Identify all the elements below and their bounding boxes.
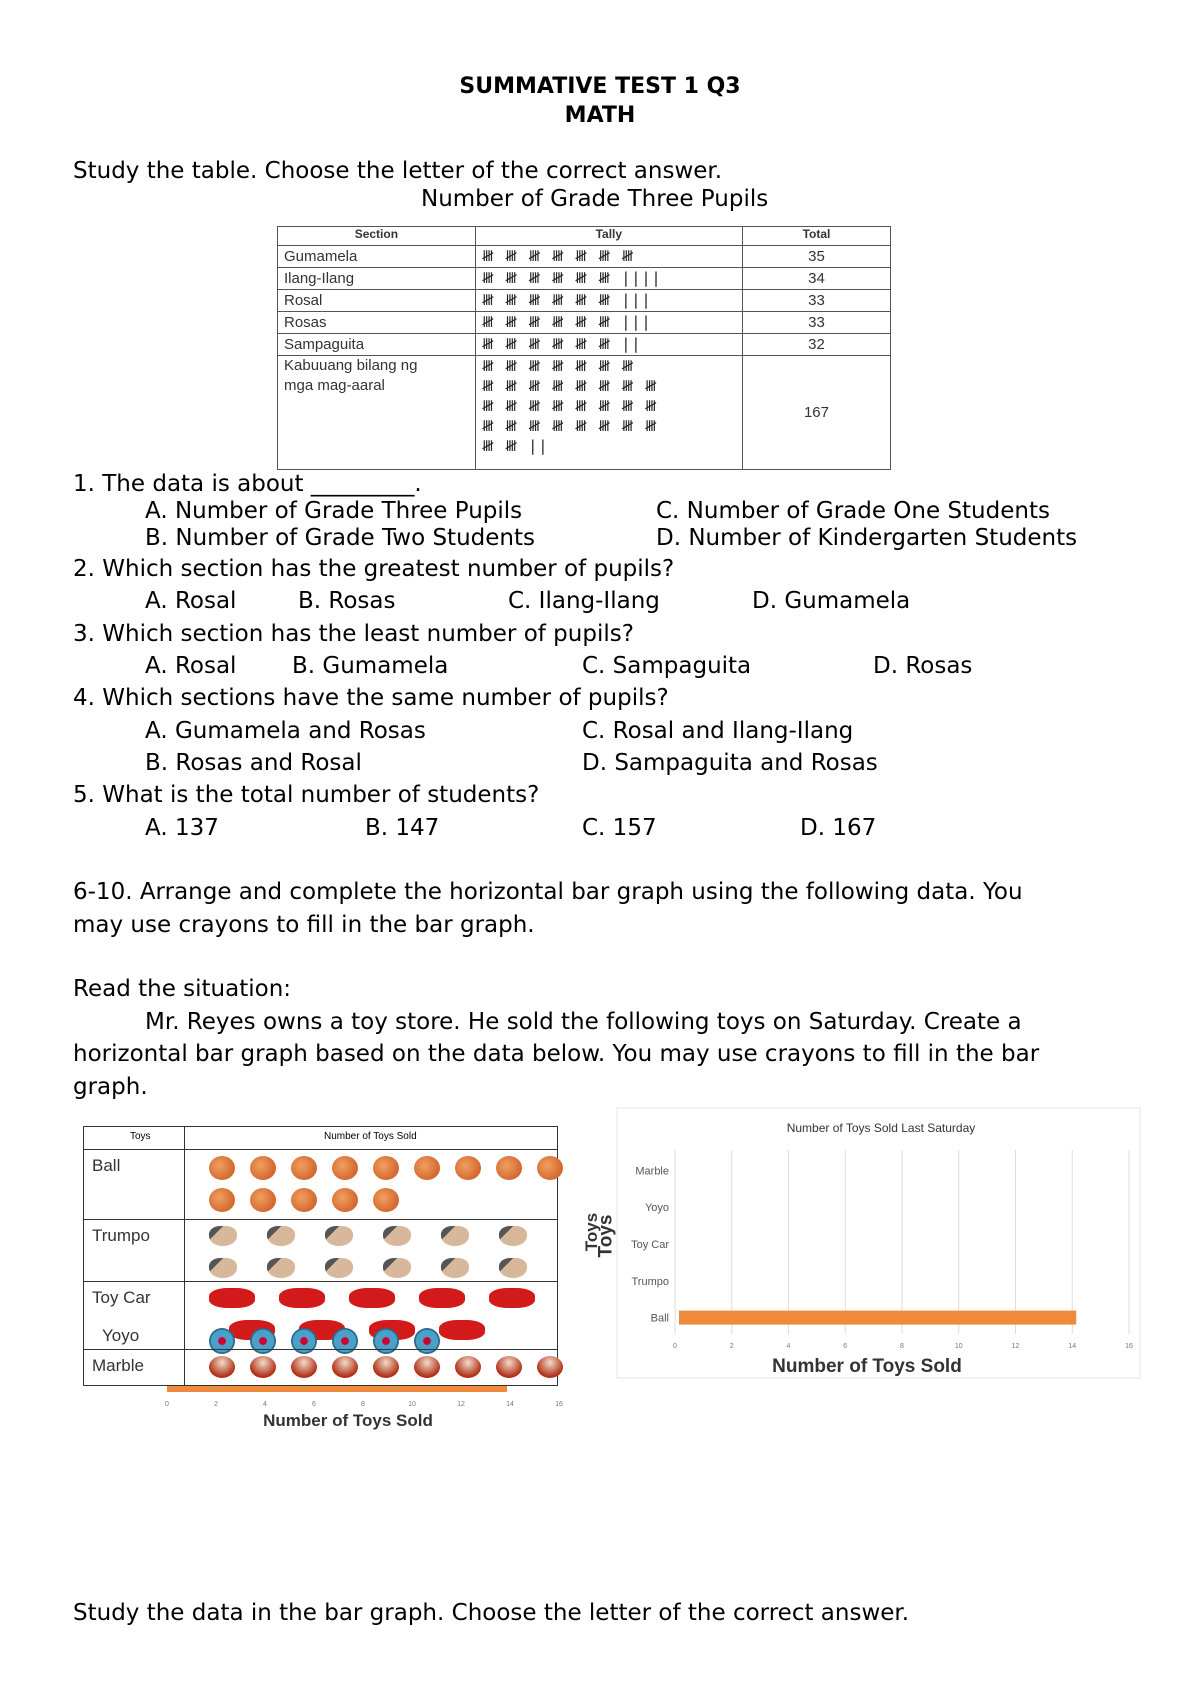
x-tick-label: 6 [843,1343,848,1350]
y-category-label: Marble [635,1165,669,1178]
row-section: Sampaguita [278,334,476,356]
ball-icon [209,1188,235,1212]
ball-icon [332,1156,358,1180]
trumpo-icon [499,1226,527,1246]
pictograph-row-marble [84,1349,557,1386]
row-section: Ilang-Ilang [278,268,476,290]
fragment-tick-label: 14 [506,1401,514,1408]
row-section: Gumamela [278,246,476,268]
q2-option-b: B. Rosas [298,588,396,614]
row-tally: 𝍸 𝍸 𝍸 𝍸 𝍸 𝍸 ||| [475,290,742,312]
total-section-line: Kabuuang bilang ng [284,357,418,374]
y-category-label: Trumpo [631,1275,669,1288]
situation-text: graph. [73,1074,148,1100]
trumpo-icon [383,1226,411,1246]
total-row-total: 167 [742,356,890,470]
table-row [278,290,891,312]
q4-option-a: A. Gumamela and Rosas [145,718,426,744]
tally-line: 𝍸 𝍸 𝍸 𝍸 𝍸 𝍸 𝍸 𝍸 [481,397,658,415]
row-label: Ball [92,1156,121,1175]
q3-option-c: C. Sampaguita [582,653,752,679]
table-row [278,312,891,334]
trumpo-icon [383,1258,411,1278]
marble-icon [496,1356,522,1378]
y-category-label: Yoyo [644,1202,669,1215]
q1-option-b: B. Number of Grade Two Students [145,525,535,551]
ball-icon [209,1156,235,1180]
fragment-tick-label: 12 [457,1401,465,1408]
read-situation: Read the situation: [73,976,292,1002]
row-total: 33 [742,312,890,334]
ball-icon [496,1156,522,1180]
q3-option-b: B. Gumamela [292,653,449,679]
tally-line: 𝍸 𝍸 𝍸 𝍸 𝍸 𝍸 𝍸 𝍸 [481,417,658,435]
bar-ball [679,1311,1076,1325]
trumpo-icon [209,1226,237,1246]
fragment-tick-label: 10 [408,1401,416,1408]
x-tick-label: 4 [786,1343,791,1350]
part2-intro-cont: may use crayons to fill in the bar graph. [73,912,535,938]
chart-frame [617,1108,1140,1378]
car-icon [439,1320,485,1340]
chart-y-axis-label: Toys [582,1212,601,1252]
total-row-section [278,356,476,470]
row-label: Yoyo [102,1326,140,1345]
car-icon [349,1288,395,1308]
row-label: Marble [92,1356,144,1375]
ball-icon [250,1156,276,1180]
row-tally: 𝍸 𝍸 𝍸 𝍸 𝍸 𝍸 |||| [475,268,742,290]
row-total: 34 [742,268,890,290]
x-tick-label: 2 [729,1343,734,1350]
q5-option-a: A. 137 [145,815,219,841]
table-title: Number of Grade Three Pupils [421,186,769,212]
pictograph-row-ball [84,1149,557,1220]
marble-icon [537,1356,563,1378]
fragment-bar [167,1386,507,1392]
tally-line: 𝍸 𝍸 𝍸 𝍸 𝍸 𝍸 𝍸 𝍸 [481,377,658,395]
ball-icon [291,1156,317,1180]
x-tick-label: 12 [1011,1343,1020,1350]
trumpo-icon [267,1226,295,1246]
question-2: 2. Which section has the greatest number of pupils? [73,556,675,582]
question-4: 4. Which sections have the same number of pupils? [73,685,669,711]
q4-option-b: B. Rosas and Rosal [145,750,362,776]
marble-icon [455,1356,481,1378]
trumpo-icon [441,1226,469,1246]
ball-icon [373,1156,399,1180]
marble-icon [414,1356,440,1378]
chart-x-axis-label: Number of Toys Sold [772,1356,962,1377]
ball-icon [455,1156,481,1180]
marble-icon [250,1356,276,1378]
q2-option-c: C. Ilang-Ilang [508,588,660,614]
part2-intro: 6-10. Arrange and complete the horizontal bar graph using the following data. You [73,879,1023,905]
total-section-line: mga mag-aaral [284,377,385,394]
fragment-tick-label: 4 [263,1401,267,1408]
trumpo-icon [209,1258,237,1278]
row-tally: 𝍸 𝍸 𝍸 𝍸 𝍸 𝍸 ||| [475,312,742,334]
fragment-x-axis-label: Number of Toys Sold [263,1411,433,1430]
pictograph-header [84,1127,557,1149]
question-3: 3. Which section has the least number of pupils? [73,621,634,647]
header-number-sold: Number of Toys Sold [324,1131,417,1142]
pictograph-row-trumpo [84,1219,557,1282]
chart-title: Number of Toys Sold Last Saturday [786,1121,976,1135]
q4-option-d: D. Sampaguita and Rosas [582,750,878,776]
row-section: Rosas [278,312,476,334]
fragment-tick-label: 2 [214,1401,218,1408]
header-section: Section [278,227,476,246]
q5-option-d: D. 167 [800,815,877,841]
tally-line: 𝍸 𝍸 || [481,437,549,455]
page-title: SUMMATIVE TEST 1 Q3 [459,74,741,99]
ball-icon [373,1188,399,1212]
situation-text: Mr. Reyes owns a toy store. He sold the following toys on Saturday. Create a [145,1009,1022,1035]
trumpo-icon [325,1258,353,1278]
bar-chart [582,1108,1140,1378]
question-1: 1. The data is about _________. [73,471,422,497]
fragment-tick-label: 8 [361,1401,365,1408]
fragment-tick-label: 16 [555,1401,563,1408]
chart-y-axis-title: Toys [595,1214,617,1258]
q1-option-a: A. Number of Grade Three Pupils [145,498,523,524]
fragment-tick-label: 6 [312,1401,316,1408]
marble-icon [373,1356,399,1378]
row-total: 35 [742,246,890,268]
car-icon [279,1288,325,1308]
row-total: 33 [742,290,890,312]
ball-icon [414,1156,440,1180]
car-icon [209,1288,255,1308]
marble-icon [332,1356,358,1378]
row-total: 32 [742,334,890,356]
q1-option-c: C. Number of Grade One Students [656,498,1050,524]
ball-icon [332,1188,358,1212]
page-subtitle: MATH [564,103,636,128]
q2-option-d: D. Gumamela [752,588,911,614]
x-tick-label: 8 [900,1343,904,1350]
x-tick-label: 14 [1068,1343,1077,1350]
header-tally: Tally [475,227,742,246]
situation-text: horizontal bar graph based on the data below. You may use crayons to fill in the bar [73,1041,1040,1067]
q2-option-a: A. Rosal [145,588,237,614]
table-row [278,268,891,290]
row-label: Trumpo [92,1226,150,1245]
table-instruction: Study the table. Choose the letter of the correct answer. [73,158,723,184]
table-row [278,246,891,268]
y-category-label: Toy Car [631,1239,669,1251]
row-label: Toy Car [92,1288,151,1307]
marble-icon [291,1356,317,1378]
x-tick-label: 10 [954,1343,963,1350]
row-tally: 𝍸 𝍸 𝍸 𝍸 𝍸 𝍸 || [475,334,742,356]
header-toys: Toys [130,1131,151,1142]
q5-option-c: C. 157 [582,815,657,841]
y-category-label: Ball [650,1312,669,1325]
q1-option-d: D. Number of Kindergarten Students [656,525,1078,551]
tally-line: 𝍸 𝍸 𝍸 𝍸 𝍸 𝍸 𝍸 [481,357,635,375]
ball-icon [537,1156,563,1180]
q4-option-c: C. Rosal and Ilang-Ilang [582,718,854,744]
graph-instruction: Study the data in the bar graph. Choose the letter of the correct answer. [73,1600,910,1626]
pictograph [83,1126,558,1386]
question-5: 5. What is the total number of students? [73,782,540,808]
ball-icon [250,1188,276,1212]
trumpo-icon [325,1226,353,1246]
table-total-row [278,356,891,470]
marble-icon [209,1356,235,1378]
tally-table [277,226,891,470]
q5-option-b: B. 147 [365,815,440,841]
x-tick-label: 0 [673,1343,677,1350]
trumpo-icon [267,1258,295,1278]
car-icon [489,1288,535,1308]
trumpo-icon [499,1258,527,1278]
q3-option-d: D. Rosas [873,653,973,679]
q3-option-a: A. Rosal [145,653,237,679]
header-total: Total [742,227,890,246]
total-row-tally [475,356,742,470]
ball-icon [291,1188,317,1212]
car-icon [419,1288,465,1308]
trumpo-icon [441,1258,469,1278]
pictograph-row-toy-car [84,1281,557,1350]
row-tally: 𝍸 𝍸 𝍸 𝍸 𝍸 𝍸 𝍸 [475,246,742,268]
graph-fragment [73,1384,593,1438]
row-section: Rosal [278,290,476,312]
table-row [278,334,891,356]
fragment-tick-label: 0 [165,1401,169,1408]
x-tick-label: 16 [1125,1343,1133,1350]
